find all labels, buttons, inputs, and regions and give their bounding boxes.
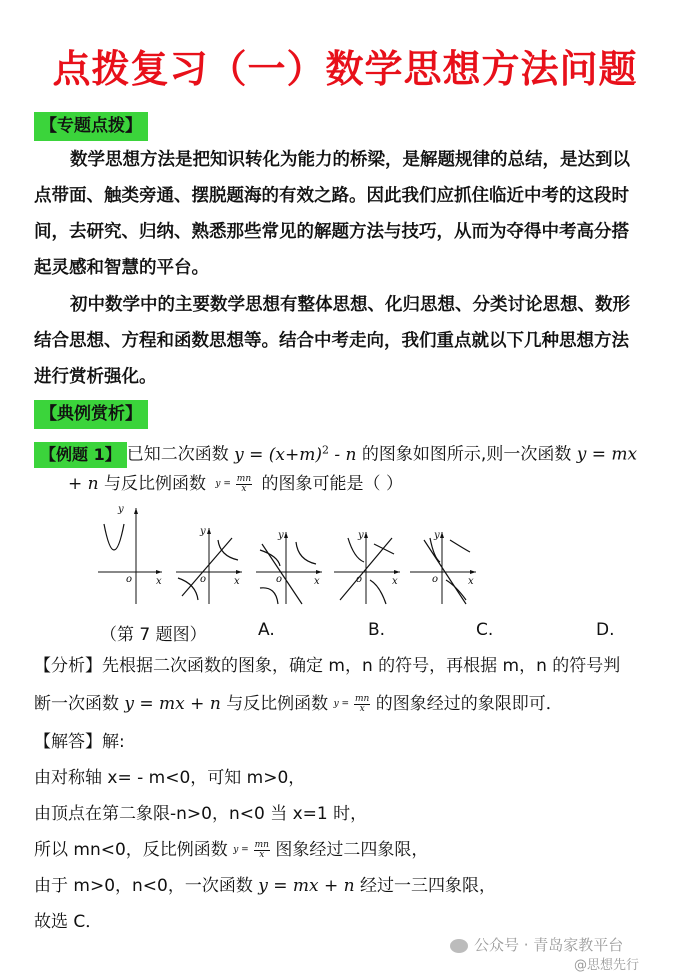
graph-option-b — [256, 530, 322, 604]
axis-label-origin: o — [126, 574, 133, 585]
formula-linear: y = mx + n — [124, 694, 221, 714]
question-line-2 — [68, 472, 403, 496]
axis-label-origin: o — [200, 574, 207, 585]
caption-option-c: C. — [476, 620, 494, 640]
intro-p1-line: 起灵感和智慧的平台。 — [34, 258, 209, 278]
graph-option-c — [334, 530, 400, 604]
intro-p2-line: 进行赏析强化。 — [34, 367, 157, 387]
axis-label-y: y — [278, 530, 284, 541]
solution-heading: 【解答】解: — [34, 732, 125, 752]
solution-line-2: 由顶点在第二象限-n>0，n<0 当 x=1 时， — [34, 804, 368, 824]
question-text: 的图象可能是（ ） — [261, 474, 403, 494]
intro-p1-line: 间，去研究、归纳、熟悉那些常见的解题方法与技巧，从而为夺得中考高分搭 — [34, 222, 629, 242]
solution-line-5: 故选 C． — [34, 912, 103, 932]
formula-inverse: y = $\frac{mn}{x}$ — [333, 693, 370, 714]
question-text: 的图象如图所示,则一次函数 — [361, 444, 572, 465]
axis-label-origin: o — [432, 574, 439, 585]
graph-option-a — [176, 526, 242, 604]
formula-linear: y = mx — [576, 444, 638, 465]
axis-label-origin: o — [276, 574, 283, 585]
analysis-line-2: 断一次函数 y = mx + n 与反比例函数 y = $\frac{mn}{x}$ 的图象经过的象限即可． — [34, 693, 563, 714]
axis-label-x: x — [392, 576, 398, 587]
formula-linear: y = mx + n — [258, 876, 355, 896]
section-tag-topic: 【专题点拨】 — [34, 112, 148, 141]
example-tag: 【例题 1】 — [34, 442, 127, 468]
caption-option-b: B. — [368, 620, 386, 640]
question-text: 已知二次函数 — [126, 444, 229, 465]
watermark-handle: @思想先行 — [574, 958, 640, 973]
solution-line-1: 由对称轴 x= - m<0，可知 m>0， — [34, 768, 306, 788]
formula-inverse: y = $\frac{mn}{x}$ — [215, 473, 252, 494]
question-text: 与反比例函数 — [104, 474, 207, 494]
caption-option-d: D. — [596, 620, 615, 640]
formula-quadratic: $y = (x+m)^2 - n$ — [234, 443, 357, 465]
analysis-line-1: 【分析】先根据二次函数的图象，确定 m，n 的符号，再根据 m，n 的符号判 — [34, 656, 621, 676]
axis-label-x: x — [234, 576, 240, 587]
axis-label-y: y — [358, 530, 364, 541]
intro-p1-line: 数学思想方法是把知识转化为能力的桥梁，是解题规律的总结，是达到以 — [70, 150, 630, 170]
section-tag-examples: 【典例赏析】 — [34, 400, 148, 429]
solution-line-4: 由于 m>0，n<0，一次函数 y = mx + n 经过一三四象限， — [34, 876, 497, 896]
axis-label-y: y — [434, 530, 440, 541]
formula-linear-tail: + n — [68, 474, 99, 494]
axis-label-y: y — [118, 504, 124, 515]
graph-option-d — [410, 530, 476, 604]
caption-figure: （第 7 题图） — [100, 625, 207, 645]
axis-label-x: x — [156, 576, 162, 587]
axis-label-origin: o — [356, 574, 363, 585]
formula-inverse: y = $\frac{mn}{x}$ — [233, 839, 269, 860]
solution-line-3: 所以 mn<0，反比例函数 y = $\frac{mn}{x}$ 图象经过二四象限， — [34, 839, 429, 860]
axis-label-y: y — [200, 526, 206, 537]
watermark-account: 公众号 · 青岛家教平台 — [450, 934, 623, 955]
wechat-icon — [450, 939, 468, 953]
axis-label-x: x — [468, 576, 474, 587]
intro-p2-line: 初中数学中的主要数学思想有整体思想、化归思想、分类讨论思想、数形 — [70, 295, 630, 315]
question-line-1 — [34, 438, 637, 467]
intro-paragraph-2 — [34, 287, 674, 395]
intro-p2-line: 结合思想、方程和函数思想等。结合中考走向，我们重点就以下几种思想方法 — [34, 331, 629, 351]
intro-paragraph-1 — [34, 142, 674, 286]
intro-p1-line: 点带面、触类旁通、摆脱题海的有效之路。因此我们应抓住临近中考的这段时 — [34, 186, 629, 206]
graph-quadratic — [98, 504, 162, 604]
page-title: 点拨复习（一）数学思想方法问题 — [52, 47, 638, 91]
axis-label-x: x — [314, 576, 320, 587]
caption-option-a: A. — [258, 620, 275, 640]
function-graphs — [90, 500, 650, 615]
